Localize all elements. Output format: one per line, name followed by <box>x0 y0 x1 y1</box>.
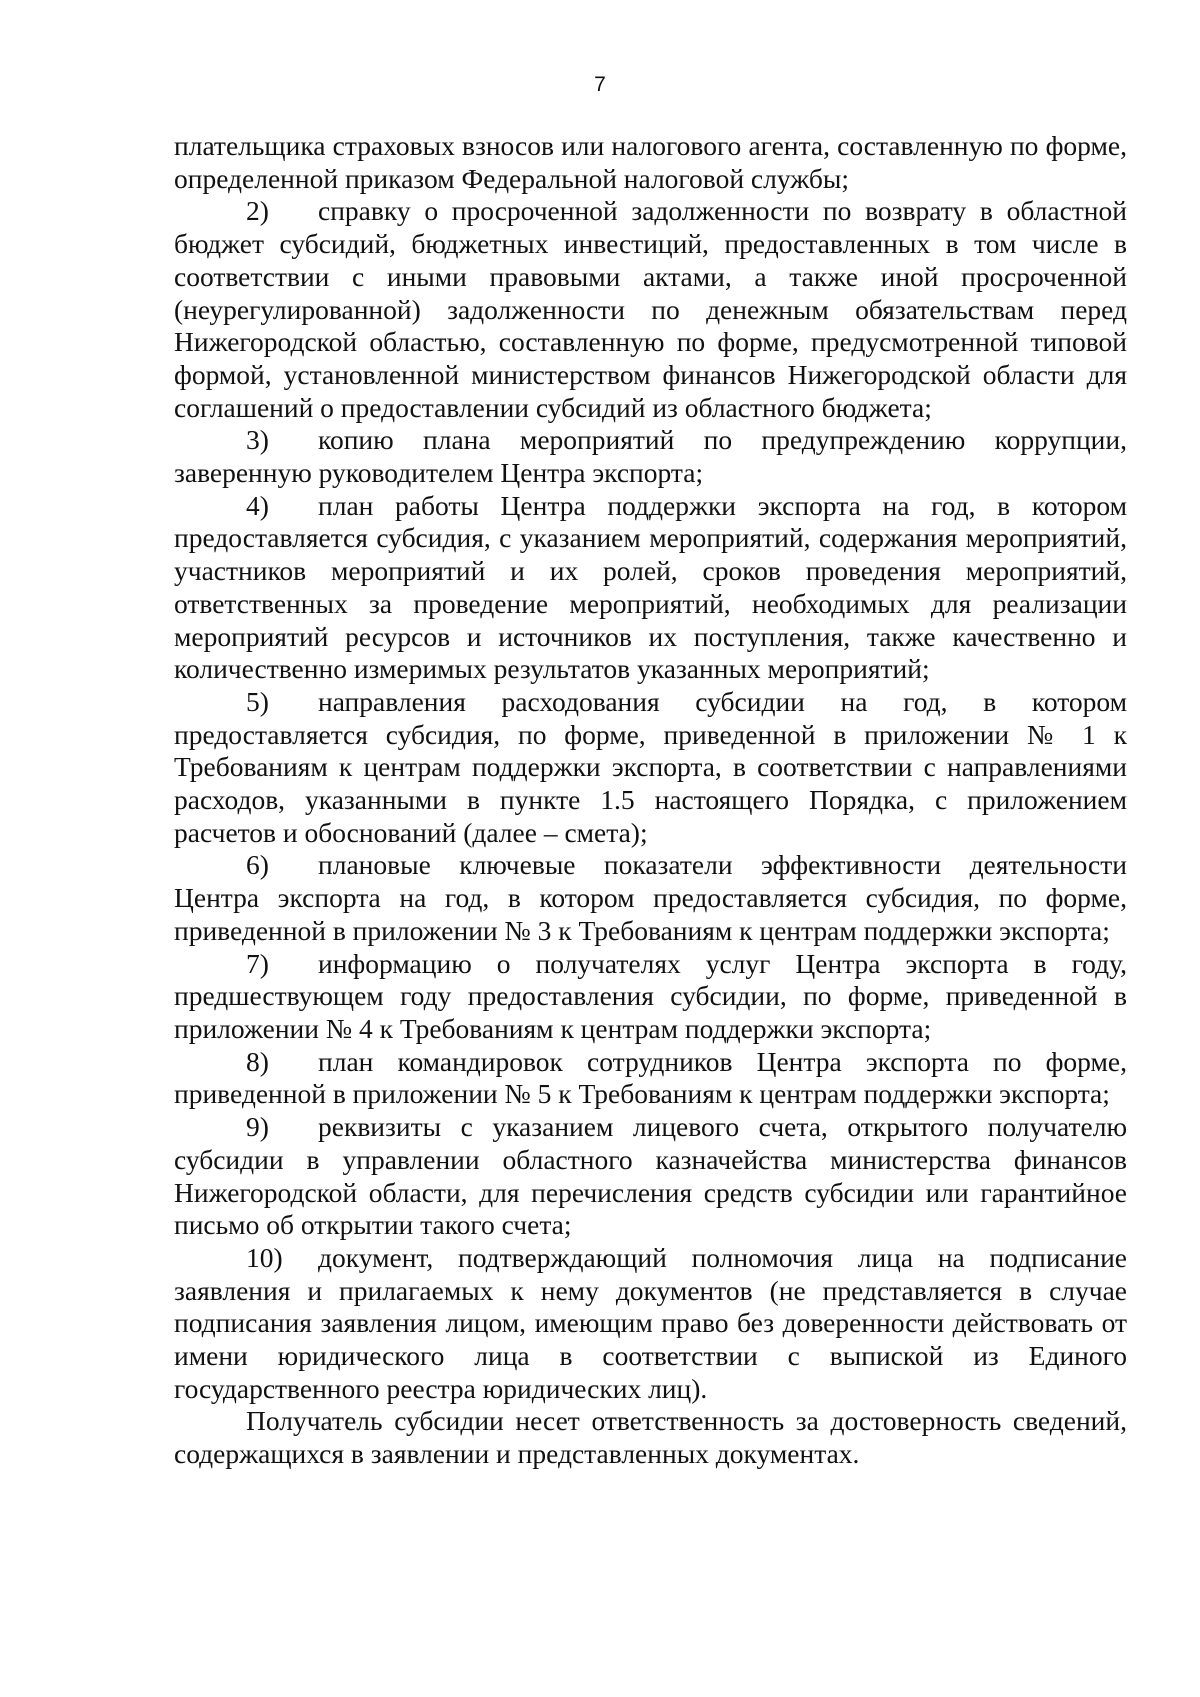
list-item-text: копию плана мероприятий по предупреждению коррупции, заверенную руководителем Центра экспорта; <box>174 424 1127 489</box>
paragraph-text: плательщика страховых взносов или налогового агента, составленную по форме, определенной приказом Федеральной налоговой службы; <box>174 130 1127 194</box>
paragraph-text: Получатель субсидии несет ответственность за достоверность сведений, содержащихся в заявлении и представленных документах. <box>174 1405 1127 1470</box>
list-item-number: 7) <box>246 947 269 979</box>
paragraph-continuation <box>174 130 1127 195</box>
list-item-8 <box>174 1046 1127 1111</box>
list-item-text: информацию о получателях услуг Центра экспорта в году, предшествующем году предоставления субсидии, по форме, приведенной в приложении № 4 к Требованиям к центрам поддержки экспорта; <box>174 947 1127 1044</box>
list-item-5 <box>174 686 1127 850</box>
list-item-number: 4) <box>246 489 269 521</box>
list-item-6 <box>174 849 1127 947</box>
list-item-number: 9) <box>246 1111 269 1143</box>
closing-paragraph <box>174 1405 1127 1470</box>
list-item-text: документ, подтверждающий полномочия лица на подписание заявления и прилагаемых к нему документов (не представляется в случае подписания заявления лицом, имеющим право без доверенности действовать от имени юридического лица в соответствии с выпиской из Единого государственного реестра юридических лиц). <box>174 1241 1127 1404</box>
list-item-text: направления расходования субсидии на год, в котором предоставляется субсидия, по форме, приведенной в приложении № 1 к Требованиям к центрам поддержки экспорта, в соответствии с направлениями расходов, указанными в пункте 1.5 настоящего Порядка, с приложением расчетов и обоснований (далее – смета); <box>174 685 1127 848</box>
list-item-number: 3) <box>246 424 269 456</box>
page-number: 7 <box>594 73 606 96</box>
list-item-number: 5) <box>246 685 269 717</box>
list-item-text: план работы Центра поддержки экспорта на год, в котором предоставляется субсидия, с указанием мероприятий, содержания мероприятий, участников мероприятий и их ролей, сроков проведения мероприятий, ответственных за проведение мероприятий, необходимых для реализации мероприятий ресурсов и источников их поступления, также качественно и количественно измеримых результатов указанных мероприятий; <box>174 489 1127 685</box>
list-item-4 <box>174 490 1127 686</box>
list-item-2 <box>174 195 1127 424</box>
list-item-number: 10) <box>246 1241 283 1273</box>
list-item-number: 6) <box>246 849 269 881</box>
list-item-number: 8) <box>246 1045 269 1077</box>
list-item-number: 2) <box>246 195 269 227</box>
list-item-7 <box>174 948 1127 1046</box>
list-item-9 <box>174 1111 1127 1242</box>
list-item-text: реквизиты с указанием лицевого счета, открытого получателю субсидии в управлении областного казначейства министерства финансов Нижегородской области, для перечисления средств субсидии или гарантийное письмо об открытии такого счета; <box>174 1111 1127 1241</box>
list-item-text: план командировок сотрудников Центра экспорта по форме, приведенной в приложении № 5 к Требованиям к центрам поддержки экспорта; <box>174 1045 1127 1110</box>
list-item-text: плановые ключевые показатели эффективности деятельности Центра экспорта на год, в котором предоставляется субсидия, по форме, приведенной в приложении № 3 к Требованиям к центрам поддержки экспорта; <box>174 849 1127 946</box>
list-item-3 <box>174 424 1127 489</box>
list-item-10 <box>174 1242 1127 1406</box>
document-body <box>174 130 1127 1471</box>
list-item-text: справку о просроченной задолженности по возврату в областной бюджет субсидий, бюджетных инвестиций, предоставленных в том числе в соответствии с иными правовыми актами, а также иной просроченной (неурегулированной) задолженности по денежным обязательствам перед Нижегородской областью, составленную по форме, предусмотренной типовой формой, установленной министерством финансов Нижегородской области для соглашений о предоставлении субсидий из областного бюджета; <box>174 195 1127 423</box>
